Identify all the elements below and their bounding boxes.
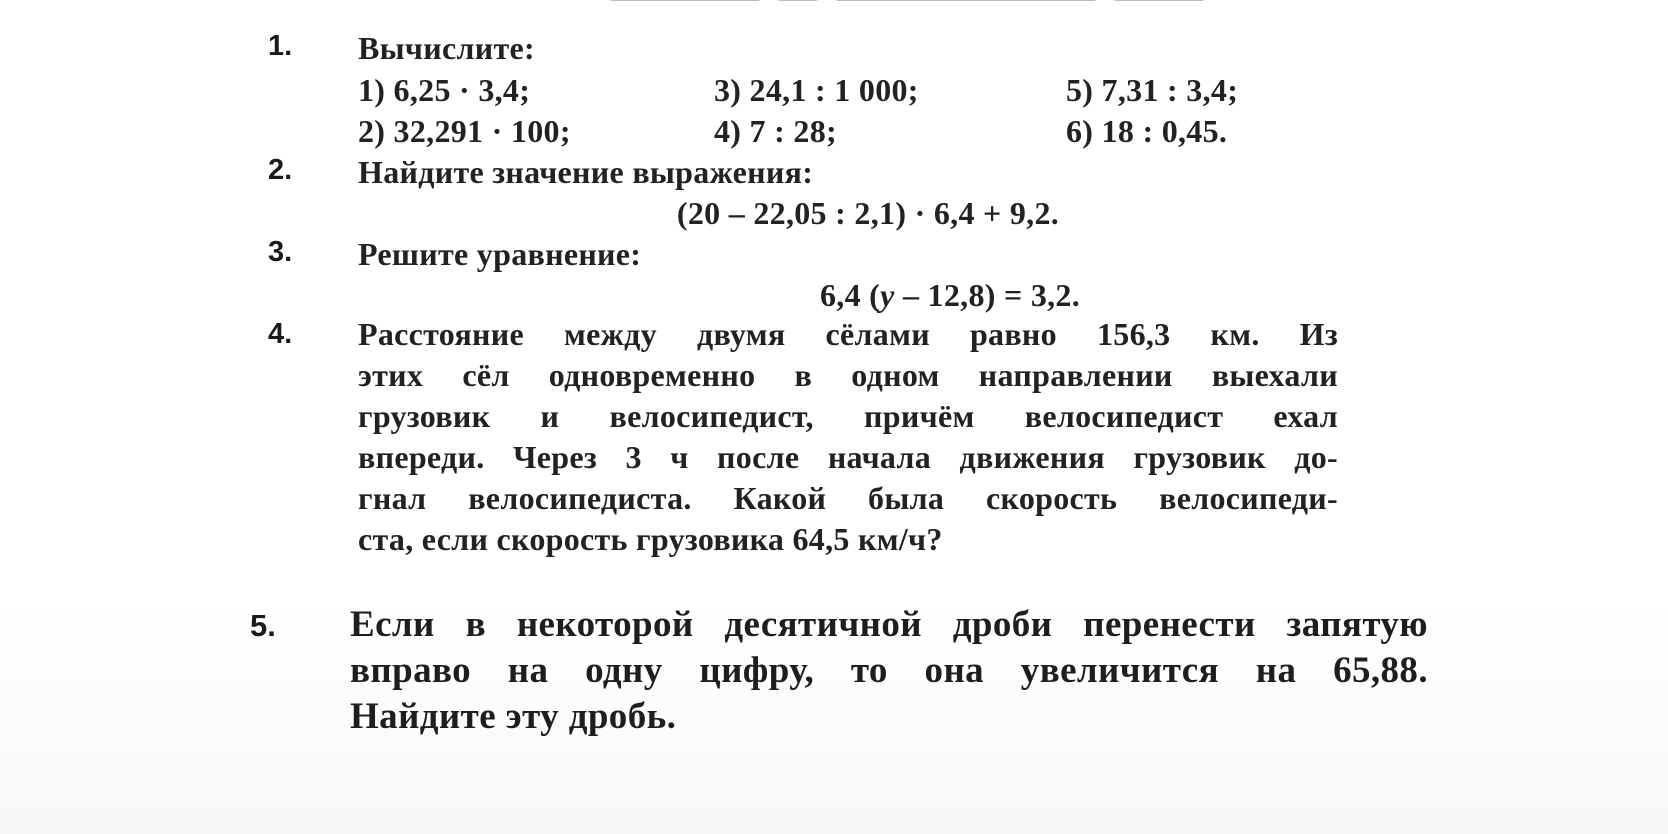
problem-1-item-2: 2) 32,291 · 100;	[358, 113, 571, 149]
problem-1-item-3: 3) 24,1 : 1 000;	[714, 72, 919, 108]
problem-4-line-2: этих сёл одновременно в одном направлении выехали	[358, 357, 1338, 393]
problem-4-line-6: ста, если скорость грузовика 64,5 км/ч?	[358, 521, 943, 557]
problem-4-line-4: впереди. Через 3 ч после начала движения грузовик до-	[358, 439, 1338, 475]
problem-5-line-3: Найдите эту дробь.	[350, 696, 677, 737]
problem-4-number: 4.	[268, 318, 293, 350]
problem-2-number: 2.	[268, 154, 293, 186]
problem-1-item-6: 6) 18 : 0,45.	[1066, 113, 1228, 149]
problem-1-item-1: 1) 6,25 · 3,4;	[358, 72, 531, 108]
problem-5-line-1: Если в некоторой десятичной дроби перенести запятую	[350, 604, 1428, 645]
problem-4-line-1: Расстояние между двумя сёлами равно 156,3 км. Из	[358, 316, 1338, 352]
equation-variable: y	[880, 277, 895, 313]
cropped-top-text-line	[610, 0, 1230, 2]
problem-5-line-2: вправо на одну цифру, то она увеличится на 65,88.	[350, 650, 1428, 691]
problem-3-heading: Решите уравнение:	[358, 236, 642, 272]
problem-3-equation	[460, 277, 1440, 314]
equation-left-part: 6,4 (	[819, 277, 881, 313]
problem-2-heading: Найдите значение выражения:	[358, 154, 814, 190]
problem-1-number: 1.	[268, 30, 293, 62]
problem-2-formula: (20 – 22,05 : 2,1) · 6,4 + 9,2.	[676, 195, 1060, 231]
equation-right-part: – 12,8) = 3,2.	[894, 277, 1081, 313]
problem-1-item-5: 5) 7,31 : 3,4;	[1066, 72, 1239, 108]
problem-3-number: 3.	[268, 236, 293, 268]
problem-4-line-5: гнал велосипедиста. Какой была скорость велосипеди-	[358, 480, 1338, 516]
problem-4-line-3: грузовик и велосипедист, причём велосипедист ехал	[358, 398, 1338, 434]
problem-1-heading: Вычислите:	[358, 30, 535, 66]
problem-5-number: 5.	[250, 608, 276, 643]
problem-1-item-4: 4) 7 : 28;	[714, 113, 837, 149]
